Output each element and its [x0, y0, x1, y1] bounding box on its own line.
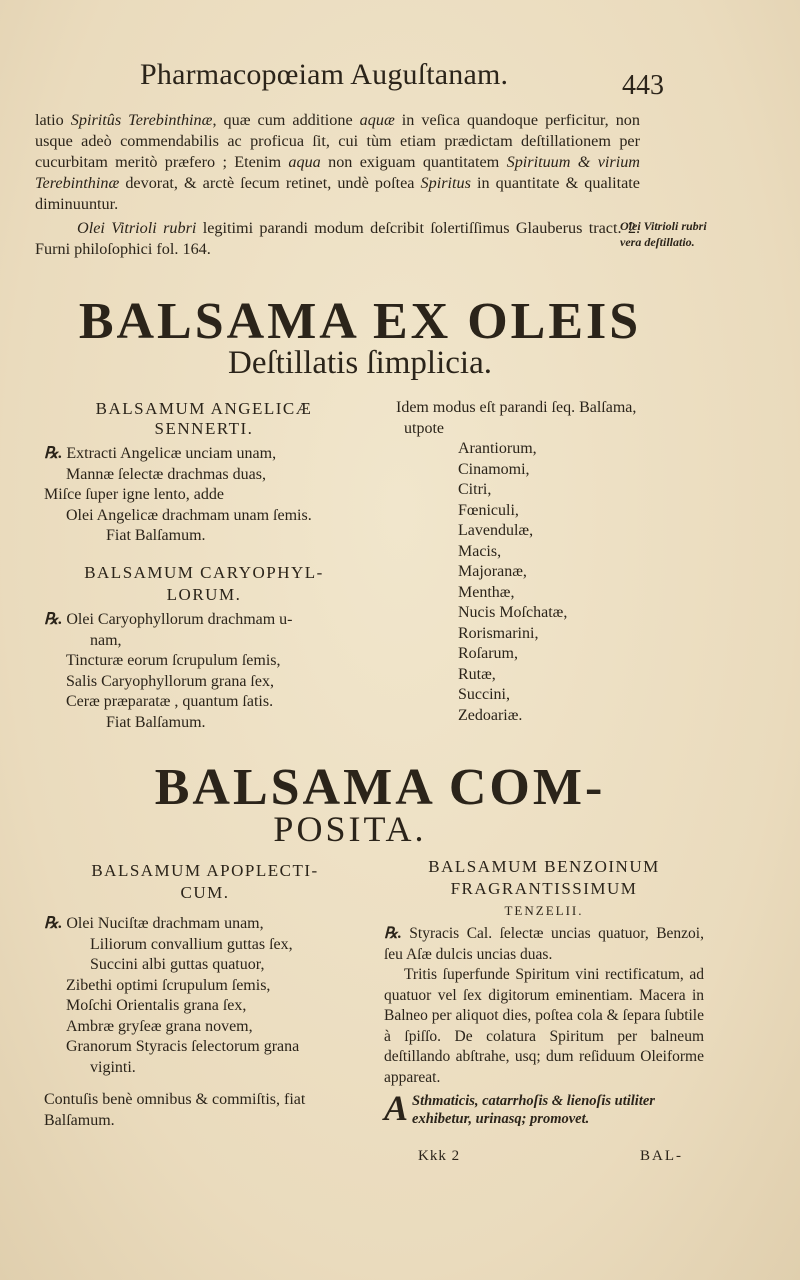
recipe-line: Moſchi Orientalis grana ſex, [66, 997, 247, 1014]
list-item: Succini, [458, 686, 510, 703]
list-item: Arantiorum, [458, 440, 537, 457]
section-subtitle-composita: POSITA. [273, 809, 427, 849]
recipe-heading: LORUM. [166, 585, 242, 604]
recipe-line: Liliorum convallium guttas ſex, [90, 935, 293, 953]
recipe-line: Granorum Styracis ſelectorum grana [66, 1038, 300, 1055]
recipe-line: Succini albi guttas quatuor, [90, 956, 265, 973]
list-item: Zedoariæ. [458, 706, 523, 724]
list-item: Roſarum, [458, 645, 518, 662]
recipe-line [44, 610, 364, 631]
recipe-line: Mannæ ſelectæ drachmas duas, [66, 465, 266, 483]
catchword: BAL- [640, 1148, 683, 1164]
page-number: 443 [622, 70, 664, 101]
intro-italic-run: Olei Vitrioli rubri [77, 219, 197, 237]
recipe-line-text: Olei Caryophyllorum drachmam u- [62, 611, 293, 628]
recipe-line: Tincturæ eorum ſcrupulum ſemis, [66, 652, 281, 669]
recipe-line [44, 914, 366, 935]
recipe-usage [384, 1088, 704, 1128]
intro-italic-run: Spirituum & virium Terebinthinæ [35, 153, 640, 192]
intro-text-run: non exiguam quantitatem [320, 153, 507, 171]
intro-italic-run: Spiritûs Terebinthinæ [70, 111, 213, 129]
list-item: Majoranæ, [458, 563, 527, 580]
intro-text-run: in veſica quandoque perficitur, non usque adeò commendabilis ac proficua ſit, cui tùm etiam prædictam deſtillationem per cucurbitam meritò præfero ; Etenim [35, 111, 640, 171]
recipe-heading: SENNERTI. [154, 419, 254, 438]
recipe-symbol: ℞. [44, 915, 63, 932]
marginal-note: Olei Vitrioli rubri vera deſtillatio. [620, 219, 707, 249]
recipe-symbol: ℞. [384, 925, 402, 942]
recipe-line-text: Extracti Angelicæ unciam unam, [62, 445, 277, 462]
recipe-line: Olei Angelicæ drachmam unam ſemis. [66, 506, 312, 524]
recipe-line [44, 444, 364, 465]
idem-modus-intro: Idem modus eſt parandi ſeq. Balſama, [396, 399, 637, 416]
section-title-composita: BALSAMA COM- [154, 759, 606, 816]
list-item: Menthæ, [458, 583, 515, 601]
intro-text [35, 110, 640, 260]
recipe-heading: BALSAMUM APOPLECTI- [91, 861, 319, 880]
section-title-simplicia: BALSAMA EX OLEIS [78, 293, 642, 350]
recipe-text: Styracis Cal. ſelectæ uncias quatuor, Benzoi, ſeu Aſæ dulcis uncias duas. [384, 925, 704, 963]
recipe-angelicae [44, 398, 364, 547]
list-item: Cinamomi, [458, 460, 530, 478]
recipe-line: Zibethi optimi ſcrupulum ſemis, [66, 976, 271, 994]
recipe-line-text: Olei Nuciſtæ drachmam unam, [62, 915, 264, 932]
intro-text-run: legitimi parandi modum deſcribit ſolertiſſimus Glauberus tract. 2. Furni philoſophici fol. 164. [35, 219, 640, 258]
intro-text-run: in quantitate & qualitate diminuuntur. [35, 174, 640, 213]
intro-italic-run: aqua [288, 153, 321, 171]
recipe-line: Ambræ gryſeæ grana novem, [66, 1017, 253, 1035]
recipe-line: Miſce ſuper igne lento, adde [44, 486, 224, 503]
recipe-heading: BALSAMUM BENZOINUM [428, 857, 660, 876]
list-item: Fœniculi, [458, 501, 519, 519]
intro-paragraph-2 [35, 218, 640, 260]
recipe-line: viginti. [90, 1058, 136, 1076]
recipe-benzoinum [384, 856, 704, 1128]
intro-paragraph-1 [35, 110, 640, 215]
recipe-heading: FRAGRANTISSIMUM [450, 879, 638, 898]
recipe-symbol: ℞. [44, 611, 63, 628]
recipe-closing: Contuſis benè omnibus & commiſtis, fiat Balſamum. [44, 1091, 306, 1129]
intro-text-run: devorat, & arctè ſecum retinet, undè poſtea [119, 174, 421, 192]
list-item: Nucis Moſchatæ, [458, 604, 568, 621]
recipe-symbol: ℞. [44, 445, 63, 462]
recipe-author: TENZELII. [504, 903, 584, 918]
section-subtitle-simplicia: Deſtillatis ſimplicia. [228, 345, 492, 381]
intro-italic-run: Spiritus [420, 174, 471, 192]
recipe-usage-text: Sthmaticis, catarrhoſis & lienoſis utiliter exhibetur, urinasq; promovet. [412, 1093, 655, 1127]
idem-modus-utpote: utpote [404, 419, 444, 437]
idem-modus-list [396, 398, 706, 726]
balsam-ingredient-list [396, 439, 706, 726]
intro-text-run: , quæ cum additione [212, 111, 360, 129]
signature-mark: Kkk 2 [418, 1148, 461, 1164]
recipe-line: Fiat Balſamum. [106, 527, 206, 544]
list-item: Rorismarini, [458, 624, 539, 642]
recipe-line: nam, [90, 631, 122, 649]
recipe-heading: BALSAMUM ANGELICÆ [95, 399, 313, 418]
recipe-apoplecticum [44, 860, 366, 1131]
recipe-heading: CUM. [180, 883, 230, 902]
list-item: Lavendulæ, [458, 522, 534, 539]
running-head: Pharmacopœiam Auguſtanam. [140, 58, 509, 91]
recipe-caryophyllorum [44, 562, 364, 733]
recipe-line: Fiat Balſamum. [106, 713, 206, 731]
recipe-line: Ceræ præparatæ , quantum ſatis. [66, 693, 274, 710]
recipe-line: Salis Caryophyllorum grana ſex, [66, 672, 274, 690]
recipe-heading: BALSAMUM CARYOPHYL- [84, 563, 324, 582]
list-item: Macis, [458, 542, 502, 560]
recipe-instructions: Tritis ſuperfunde Spiritum vini rectificatum, ad quatuor vel ſex digitorum eminentiam. Macera in Balneo per aliquot dies, poſtea cola & ſepara ſubtile à ſpiſſo. De colatura Spiritum per balneum deſtillando abſtrahe, usq; dum reſiduum Oleiforme appareat. [384, 966, 704, 1086]
decorated-initial: A [384, 1088, 409, 1128]
intro-text-run: latio [35, 111, 71, 129]
list-item: Rutæ, [458, 665, 496, 683]
list-item: Citri, [458, 481, 492, 498]
intro-italic-run: aquæ [359, 111, 395, 129]
recipe-ingredients [384, 924, 704, 965]
